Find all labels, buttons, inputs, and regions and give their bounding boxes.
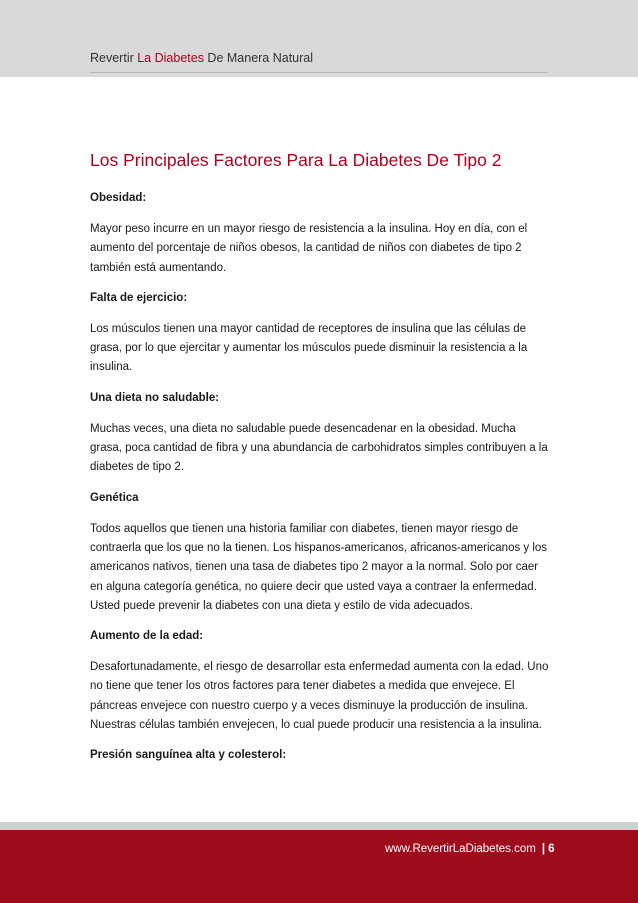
section-heading-edad: Aumento de la edad: (90, 630, 204, 643)
article-body (90, 150, 550, 777)
header-title (90, 51, 313, 65)
header-title-accent: La Diabetes (137, 51, 204, 65)
section-heading-ejercicio: Falta de ejercicio: (90, 291, 188, 304)
page-header (0, 0, 638, 77)
section-body-edad: Desafortunadamente, el riesgo de desarrollar esta enfermedad aumenta con la edad. Uno no tiene que tener los otros factores para tener diabetes a medida que envejece. El páncreas envejece con nuestro cuerpo y a veces disminuye la producción de insulina. Nuestras células también envejecen, lo cual puede producir una resistencia a la insulina. (90, 661, 549, 732)
header-title-prefix: Revertir (90, 51, 138, 65)
header-divider (90, 72, 548, 73)
page-footer (0, 830, 638, 903)
footer-divider (0, 822, 638, 830)
footer-separator: | (541, 843, 546, 855)
section-heading-obesidad: Obesidad: (90, 192, 147, 204)
section-body-ejercicio: Los músculos tienen una mayor cantidad de receptores de insulina que las células de grasa, por lo que ejercitar y aumentar los músculos puede disminuir la resistencia a la insulina. (90, 322, 528, 374)
article-title: Los Principales Factores Para La Diabetes De Tipo 2 (90, 150, 502, 170)
header-title-suffix: De Manera Natural (203, 51, 314, 65)
section-heading-dieta: Una dieta no saludable: (90, 391, 220, 404)
footer-url[interactable]: www.RevertirLaDiabetes.com (385, 843, 536, 855)
section-body-dieta: Muchas veces, una dieta no saludable puede desencadenar en la obesidad. Mucha grasa, poca cantidad de fibra y una abundancia de carbohidratos simples contribuyen a la diabetes de tipo 2. (90, 422, 548, 474)
section-body-genetica: Todos aquellos que tienen una historia familiar con diabetes, tienen mayor riesgo de contraerla que los que no la tienen. Los hispanos-americanos, africanos-americanos y los americanos nativos, tienen una tasa de diabetes tipo 2 mayor a la normal. Solo por caer en alguna categoría genética, no quiere decir que usted vaya a contraer la enfermedad. Usted puede prevenir la diabetes con una dieta y estilo de vida adecuados. (90, 522, 548, 612)
section-body-obesidad: Mayor peso incurre en un mayor riesgo de resistencia a la insulina. Hoy en día, con el aumento del porcentaje de niños obesos, la cantidad de niños con diabetes de tipo 2 también está aumentando. (90, 223, 528, 274)
section-heading-genetica: Genética (90, 491, 139, 504)
page-number: 6 (548, 843, 555, 855)
section-heading-presion: Presión sanguínea alta y colesterol: (90, 749, 287, 762)
footer-info (385, 843, 554, 855)
